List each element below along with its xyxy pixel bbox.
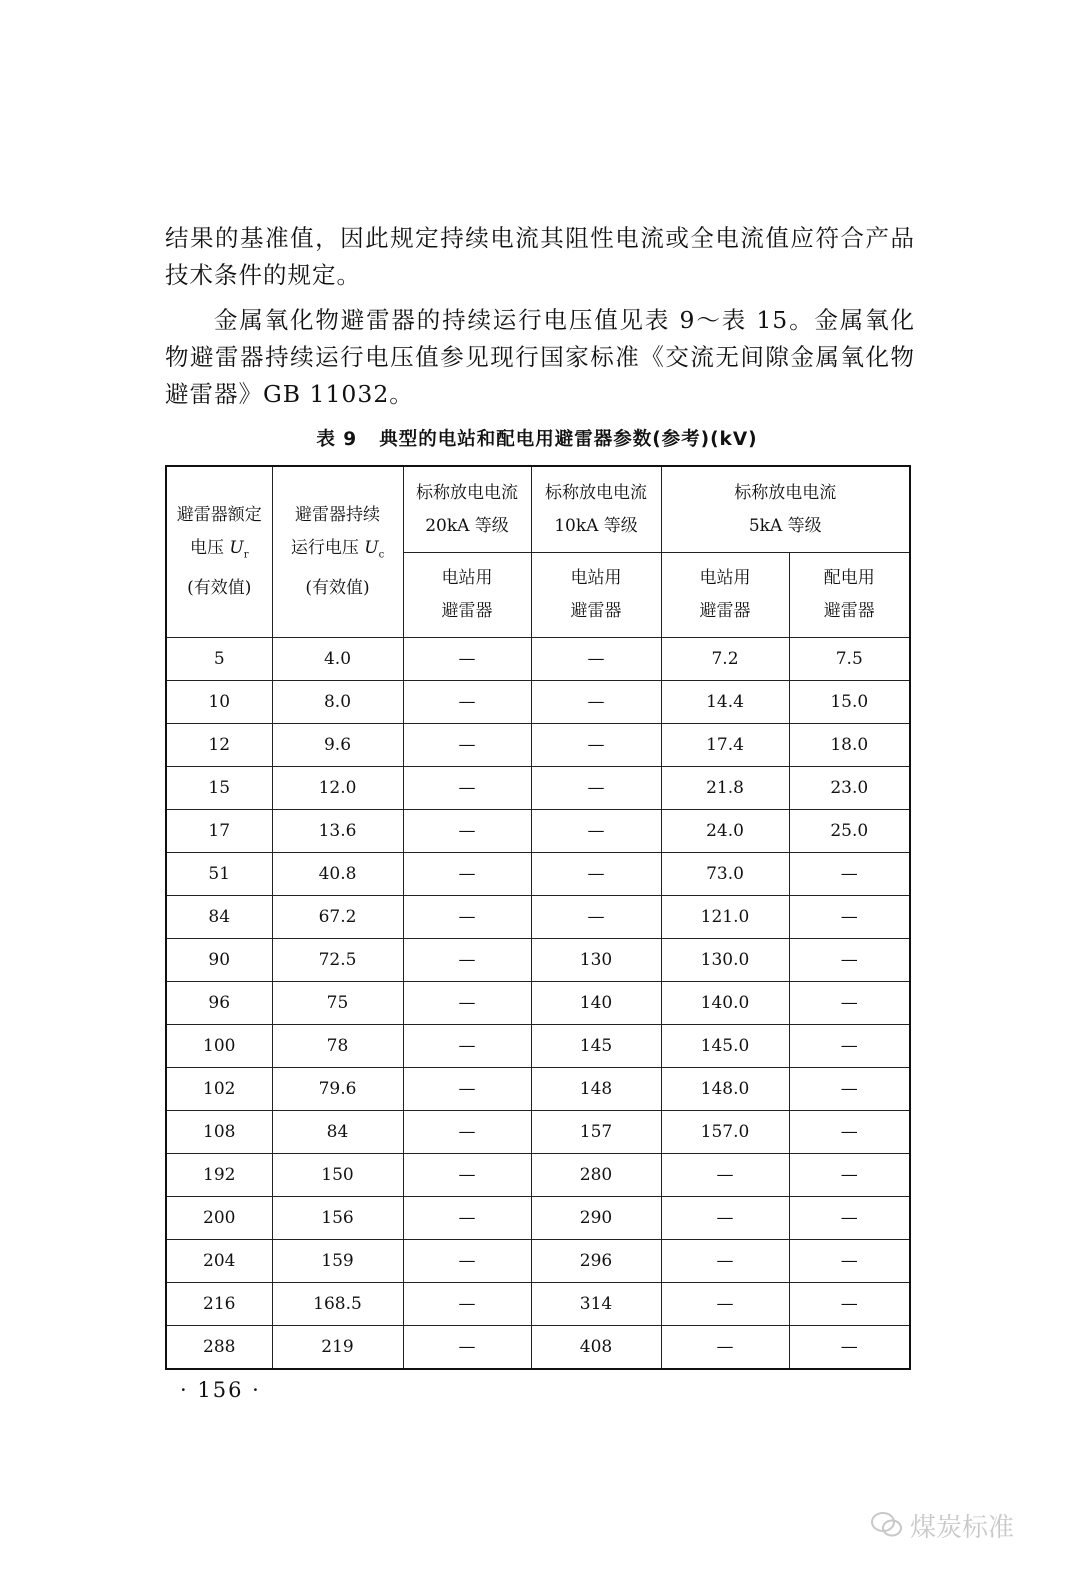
header-10ka-class: 标称放电电流 10kA 等级	[531, 466, 661, 553]
table-cell: —	[531, 810, 661, 853]
table-cell: —	[661, 1283, 789, 1326]
header-rated-voltage: 避雷器额定 电压 $U_r$ (有效值)	[166, 466, 272, 638]
table-cell: —	[661, 1326, 789, 1370]
table-caption	[165, 425, 909, 451]
table-cell: 72.5	[272, 939, 403, 982]
header-continuous-voltage: 避雷器持续 运行电压 $U_c$ (有效值)	[272, 466, 403, 638]
table-row	[166, 1068, 910, 1111]
table-cell: —	[661, 1240, 789, 1283]
table-cell: —	[531, 896, 661, 939]
watermark-text: 煤炭标准	[910, 1512, 1015, 1543]
table-cell: 25.0	[789, 810, 910, 853]
table-cell: 157.0	[661, 1111, 789, 1154]
header-distribution-5ka: 配电用 避雷器	[789, 553, 910, 638]
table-cell: 10	[166, 681, 272, 724]
table-cell: —	[789, 982, 910, 1025]
wechat-icon	[870, 1510, 904, 1540]
caption-title: 典型的电站和配电用避雷器参数(参考)(kV)	[379, 429, 758, 450]
table-cell: 219	[272, 1326, 403, 1370]
header-20ka-class: 标称放电电流 20kA 等级	[403, 466, 531, 553]
table-cell: 75	[272, 982, 403, 1025]
table-cell: 204	[166, 1240, 272, 1283]
table-cell: —	[403, 1326, 531, 1370]
table-cell: 150	[272, 1154, 403, 1197]
table-row	[166, 1197, 910, 1240]
table-row	[166, 767, 910, 810]
table-cell: —	[403, 1068, 531, 1111]
paragraph-1: 结果的基准值，因此规定持续电流其阻性电流或全电流值应符合产品技术条件的规定。	[165, 224, 915, 289]
table-cell: 290	[531, 1197, 661, 1240]
table-cell: —	[789, 1240, 910, 1283]
table-cell: 40.8	[272, 853, 403, 896]
table-cell: 408	[531, 1326, 661, 1370]
table-cell: 288	[166, 1326, 272, 1370]
table-cell: —	[403, 853, 531, 896]
table-cell: 216	[166, 1283, 272, 1326]
table-cell: 314	[531, 1283, 661, 1326]
table-cell: —	[403, 1111, 531, 1154]
table-cell: —	[789, 1197, 910, 1240]
table-row	[166, 853, 910, 896]
table-cell: 18.0	[789, 724, 910, 767]
table-row	[166, 1240, 910, 1283]
table-cell: 145	[531, 1025, 661, 1068]
table-cell: 51	[166, 853, 272, 896]
table-cell: —	[403, 1025, 531, 1068]
table-cell: 90	[166, 939, 272, 982]
table-cell: —	[531, 638, 661, 681]
table-cell: 168.5	[272, 1283, 403, 1326]
table-cell: 140	[531, 982, 661, 1025]
table-cell: 84	[166, 896, 272, 939]
table-cell: 13.6	[272, 810, 403, 853]
table-cell: —	[789, 1111, 910, 1154]
table-cell: 5	[166, 638, 272, 681]
table-cell: 159	[272, 1240, 403, 1283]
table-cell: 15	[166, 767, 272, 810]
table-cell: —	[403, 638, 531, 681]
table-cell: 192	[166, 1154, 272, 1197]
table-cell: —	[531, 681, 661, 724]
table-cell: —	[403, 896, 531, 939]
table-cell: 17	[166, 810, 272, 853]
table-cell: 14.4	[661, 681, 789, 724]
header-station-5ka: 电站用 避雷器	[661, 553, 789, 638]
table-cell: 4.0	[272, 638, 403, 681]
table-cell: —	[531, 853, 661, 896]
table-cell: 17.4	[661, 724, 789, 767]
paragraph-2: 金属氧化物避雷器的持续运行电压值见表 9～表 15。金属氧化物避雷器持续运行电压值参见现行国家标准《交流无间隙金属氧化物避雷器》GB 11032。	[165, 306, 915, 408]
watermark	[870, 1500, 1050, 1550]
table-cell: 100	[166, 1025, 272, 1068]
table-cell: —	[403, 982, 531, 1025]
table-cell: 12	[166, 724, 272, 767]
table-cell: 78	[272, 1025, 403, 1068]
table-row	[166, 810, 910, 853]
table-cell: —	[789, 853, 910, 896]
table-cell: 8.0	[272, 681, 403, 724]
table-row	[166, 1111, 910, 1154]
table-row	[166, 939, 910, 982]
table-cell: 130	[531, 939, 661, 982]
table-cell: —	[789, 1025, 910, 1068]
header-station-10ka: 电站用 避雷器	[531, 553, 661, 638]
table-cell: —	[661, 1197, 789, 1240]
table-cell: 108	[166, 1111, 272, 1154]
table-cell: 7.5	[789, 638, 910, 681]
arrester-parameter-table	[165, 465, 911, 1370]
table-cell: 145.0	[661, 1025, 789, 1068]
table-cell: 12.0	[272, 767, 403, 810]
table-cell: —	[403, 724, 531, 767]
table-cell: 15.0	[789, 681, 910, 724]
table-cell: —	[403, 810, 531, 853]
table-cell: —	[789, 1154, 910, 1197]
table-cell: —	[403, 1283, 531, 1326]
header-station-20ka: 电站用 避雷器	[403, 553, 531, 638]
table-cell: 121.0	[661, 896, 789, 939]
table-cell: 7.2	[661, 638, 789, 681]
table-row	[166, 982, 910, 1025]
table-row	[166, 638, 910, 681]
table-cell: 148.0	[661, 1068, 789, 1111]
table-cell: —	[403, 681, 531, 724]
table-row	[166, 1326, 910, 1370]
table-row	[166, 896, 910, 939]
table-cell: 84	[272, 1111, 403, 1154]
table-cell: 23.0	[789, 767, 910, 810]
table-cell: 200	[166, 1197, 272, 1240]
table-cell: 67.2	[272, 896, 403, 939]
table-cell: 79.6	[272, 1068, 403, 1111]
table-cell: —	[403, 1154, 531, 1197]
table-cell: 130.0	[661, 939, 789, 982]
table-row	[166, 724, 910, 767]
table-cell: —	[789, 1068, 910, 1111]
table-cell: —	[789, 1326, 910, 1370]
table-cell: —	[403, 1197, 531, 1240]
table-cell: 157	[531, 1111, 661, 1154]
table-cell: —	[789, 939, 910, 982]
table-row	[166, 1283, 910, 1326]
table-cell: —	[403, 767, 531, 810]
table-cell: 9.6	[272, 724, 403, 767]
caption-number: 表 9	[316, 429, 358, 450]
table-cell: 280	[531, 1154, 661, 1197]
header-5ka-class: 标称放电电流 5kA 等级	[661, 466, 910, 553]
table-cell: 156	[272, 1197, 403, 1240]
table-row	[166, 681, 910, 724]
table-cell: —	[531, 724, 661, 767]
table-cell: 140.0	[661, 982, 789, 1025]
table-row	[166, 1025, 910, 1068]
page-number: · 156 ·	[180, 1378, 261, 1402]
table-cell: 96	[166, 982, 272, 1025]
table-cell: —	[661, 1154, 789, 1197]
table-cell: —	[789, 1283, 910, 1326]
table-row	[166, 1154, 910, 1197]
table-cell: 296	[531, 1240, 661, 1283]
table-body	[166, 638, 910, 1370]
table-cell: 102	[166, 1068, 272, 1111]
table-cell: —	[789, 896, 910, 939]
table-cell: —	[403, 939, 531, 982]
table-cell: 73.0	[661, 853, 789, 896]
table-cell: —	[531, 767, 661, 810]
table-cell: 148	[531, 1068, 661, 1111]
table-cell: 24.0	[661, 810, 789, 853]
table-cell: —	[403, 1240, 531, 1283]
table-cell: 21.8	[661, 767, 789, 810]
